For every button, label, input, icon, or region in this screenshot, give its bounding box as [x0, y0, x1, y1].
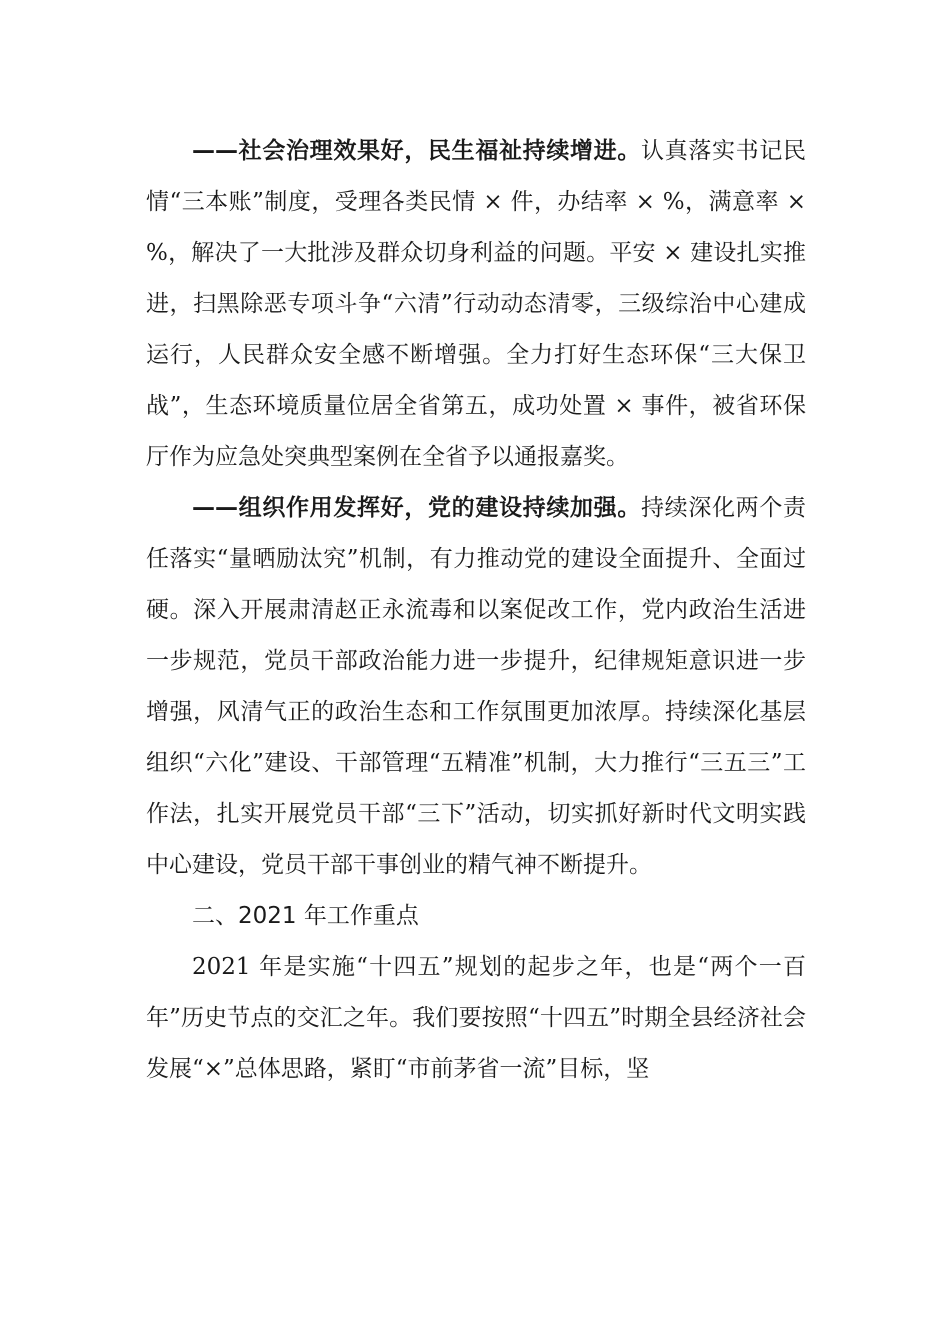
document-body: [146, 126, 806, 1095]
paragraph-lead-party-building: ——组织作用发挥好，党的建设持续加强。: [192, 495, 641, 521]
paragraph-text-social-governance: 认真落实书记民情“三本账”制度，受理各类民情 × 件，办结率 × %，满意率 × %，解决了一大批涉及群众切身利益的问题。平安 × 建设扎实推进，扫黑除恶专项斗争“六清”行动动态清零，三级综治中心建成运行，人民群众安全感不断增强。全力打好生态环保“三大保卫战”，生态环境质量位居全省第五，成功处置 × 事件，被省环保厅作为应急处突典型案例在全省予以通报嘉奖。: [146, 138, 807, 470]
paragraph-party-building: [146, 483, 806, 891]
paragraph-social-governance: [146, 126, 806, 483]
paragraph-2021-intro: 2021 年是实施“十四五”规划的起步之年，也是“两个一百年”历史节点的交汇之年。我们要按照“十四五”时期全县经济社会发展“×”总体思路，紧盯“市前茅省一流”目标，坚: [146, 954, 806, 1082]
section-heading: 二、2021 年工作重点: [192, 903, 419, 929]
paragraph-lead-social-governance: ——社会治理效果好，民生福祉持续增进。: [192, 138, 641, 164]
paragraph-text-party-building: 持续深化两个责任落实“量晒励汰究”机制，有力推动党的建设全面提升、全面过硬。深入开展肃清赵正永流毒和以案促改工作，党内政治生活进一步规范，党员干部政治能力进一步提升，纪律规矩意识进一步增强，风清气正的政治生态和工作氛围更加浓厚。持续深化基层组织“六化”建设、干部管理“五精准”机制，大力推行“三五三”工作法，扎实开展党员干部“三下”活动，切实抓好新时代文明实践中心建设，党员干部干事创业的精气神不断提升。: [146, 495, 807, 878]
